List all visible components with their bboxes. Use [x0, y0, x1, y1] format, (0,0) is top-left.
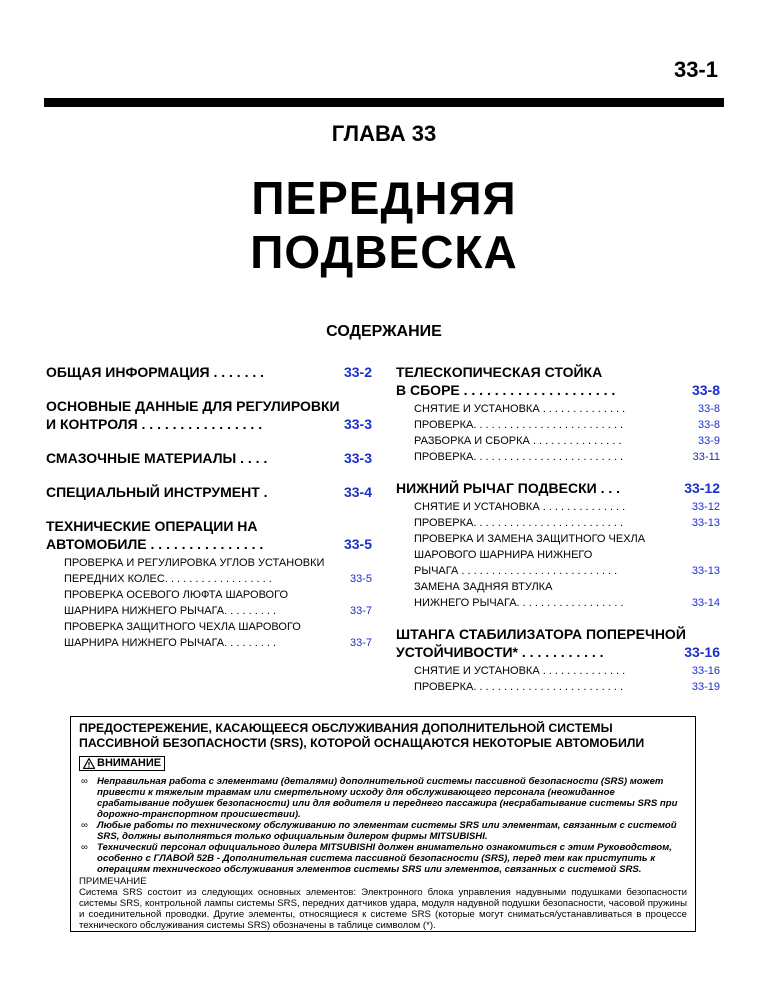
- toc-section-row: [46, 363, 372, 381]
- toc-left-column: [46, 363, 372, 651]
- toc-section-title-line: ОСНОВНЫЕ ДАННЫЕ ДЛЯ РЕГУЛИРОВКИ: [46, 398, 340, 414]
- warning-bullet: [79, 842, 687, 875]
- toc-subitem-label: ШАРНИРА НИЖНЕГО РЫЧАГА. . . . . . . . .: [64, 637, 277, 649]
- toc-page-link: 33-12: [691, 501, 720, 513]
- toc-subitem-row: [414, 679, 720, 695]
- toc-section: [396, 625, 720, 661]
- toc-subitems: [396, 401, 720, 465]
- toc-page-link: 33-19: [691, 681, 720, 693]
- toc-subitem-row: [64, 603, 372, 619]
- page-title-line2: ПОДВЕСКА: [250, 226, 518, 278]
- toc-subitem: [64, 587, 372, 619]
- toc-section: [396, 363, 720, 399]
- toc-subitem-label: РАЗБОРКА И СБОРКА . . . . . . . . . . . . . . .: [414, 435, 622, 447]
- chapter-label: ГЛАВА 33: [331, 121, 437, 146]
- toc-subitem-label: СНЯТИЕ И УСТАНОВКА . . . . . . . . . . . . . .: [414, 501, 626, 513]
- toc-subitem-row: [414, 595, 720, 611]
- toc-right-column: [396, 363, 720, 695]
- toc-page-link: 33-3: [343, 450, 372, 466]
- toc-section: [46, 517, 372, 553]
- toc-page-link: 33-5: [343, 536, 372, 552]
- toc-subitem-label: ПРОВЕРКА. . . . . . . . . . . . . . . . . . . . . . . . .: [414, 451, 624, 463]
- toc-subitem: [414, 449, 720, 465]
- warning-triangle-icon: [83, 758, 95, 769]
- caution-label: ВНИМАНИЕ: [97, 757, 162, 769]
- toc-section-title: ОБЩАЯ ИНФОРМАЦИЯ . . . . . . .: [46, 364, 265, 380]
- bullet-marker-icon: ∞: [81, 842, 88, 853]
- toc-page-link: 33-2: [343, 364, 372, 380]
- toc-subitem-line: ПРОВЕРКА ЗАЩИТНОГО ЧЕХЛА ШАРОВОГО: [64, 621, 301, 633]
- contents-heading: СОДЕРЖАНИЕ: [326, 323, 442, 340]
- toc-page-link: 33-16: [691, 665, 720, 677]
- bullet-marker-icon: ∞: [81, 776, 88, 787]
- warning-bullet: [79, 776, 687, 820]
- toc-subitem: [414, 531, 720, 579]
- toc-section-row: [46, 535, 372, 553]
- toc-subitem-line: ЗАМЕНА ЗАДНЯЯ ВТУЛКА: [414, 581, 553, 593]
- toc-subitem-row: [414, 417, 720, 433]
- toc-section-row: [396, 643, 720, 661]
- warning-bullet-text: Любые работы по техническому обслуживанию по элементам системы SRS или элементам, связанным с системой SRS, должны выполняться только официальным дилером фирмы MITSUBISHI.: [97, 820, 677, 842]
- toc-page-link: 33-8: [697, 419, 720, 431]
- toc-section-row: [396, 381, 720, 399]
- toc-subitem: [64, 619, 372, 651]
- page-title-line1: ПЕРЕДНЯЯ: [251, 172, 517, 224]
- toc-page-link: 33-11: [692, 451, 720, 463]
- toc-page-link: 33-3: [343, 416, 372, 432]
- toc-subitem-label: ПРОВЕРКА. . . . . . . . . . . . . . . . . . . . . . . . .: [414, 681, 624, 693]
- toc-page-link: 33-12: [684, 480, 720, 496]
- toc-subitem: [414, 499, 720, 515]
- toc-page-link: 33-8: [697, 403, 720, 415]
- toc-subitem-label: НИЖНЕГО РЫЧАГА. . . . . . . . . . . . . . . . . .: [414, 597, 624, 609]
- toc-subitems: [46, 555, 372, 651]
- toc-subitem-row: [414, 401, 720, 417]
- warning-title-line2: ПАССИВНОЙ БЕЗОПАСНОСТИ (SRS), КОТОРОЙ ОСНАЩАЮТСЯ НЕКОТОРЫЕ АВТОМОБИЛИ: [79, 736, 645, 750]
- toc-section: [396, 479, 720, 497]
- toc-section: [46, 363, 372, 381]
- toc-subitem-line: ПРОВЕРКА И ЗАМЕНА ЗАЩИТНОГО ЧЕХЛА: [414, 533, 646, 545]
- toc-subitem-row: [414, 563, 720, 579]
- toc-page-link: 33-13: [691, 565, 720, 577]
- toc-subitem-row: [64, 571, 372, 587]
- toc-page-link: 33-9: [697, 435, 720, 447]
- toc-subitem: [414, 417, 720, 433]
- caution-badge: [79, 756, 165, 771]
- toc-subitem: [414, 433, 720, 449]
- toc-subitems: [396, 499, 720, 611]
- toc-subitem-label: ПРОВЕРКА. . . . . . . . . . . . . . . . . . . . . . . . .: [414, 517, 624, 529]
- toc-section-title: В СБОРЕ . . . . . . . . . . . . . . . . . . . .: [396, 382, 616, 398]
- warning-bullet-text: Технический персонал официального дилера MITSUBISHI должен внимательно ознакомиться с этим Руководством, особенно с ГЛАВОЙ 52В - Дополнительная система пассивной безопасности (SRS), перед тем как приступить к операциям технического обслуживания элементов системы SRS или элементов, связанных с системой SRS.: [97, 842, 672, 875]
- toc-page-link: 33-5: [349, 573, 372, 585]
- toc-subitem-row: [414, 499, 720, 515]
- toc-subitem-row: [414, 663, 720, 679]
- toc-section: [46, 397, 372, 433]
- toc-subitem: [414, 663, 720, 679]
- toc-section-title: УСТОЙЧИВОСТИ* . . . . . . . . . . .: [396, 644, 604, 660]
- toc-subitem: [414, 679, 720, 695]
- toc-subitem-row: [414, 433, 720, 449]
- toc-section-title: И КОНТРОЛЯ . . . . . . . . . . . . . . . .: [46, 416, 263, 432]
- srs-warning-box: [70, 716, 696, 932]
- toc-subitem-label: СНЯТИЕ И УСТАНОВКА . . . . . . . . . . . . . .: [414, 403, 626, 415]
- toc-subitem-row: [414, 449, 720, 465]
- toc-subitem: [414, 579, 720, 611]
- toc-subitem: [414, 515, 720, 531]
- toc-subitem-line: ПРОВЕРКА ОСЕВОГО ЛЮФТА ШАРОВОГО: [64, 589, 289, 601]
- toc-section-title-line: ТЕХНИЧЕСКИЕ ОПЕРАЦИИ НА: [46, 518, 258, 534]
- toc-section-title: СПЕЦИАЛЬНЫЙ ИНСТРУМЕНТ .: [46, 484, 268, 500]
- toc-section: [46, 449, 372, 467]
- warning-bullet: [79, 820, 687, 842]
- toc-subitem-label: ПРОВЕРКА. . . . . . . . . . . . . . . . . . . . . . . . .: [414, 419, 624, 431]
- toc-subitem-label: РЫЧАГА . . . . . . . . . . . . . . . . . . . . . . . . . .: [414, 565, 618, 577]
- toc-section-title-line: ШТАНГА СТАБИЛИЗАТОРА ПОПЕРЕЧНОЙ: [396, 626, 686, 642]
- header-rule: [44, 98, 724, 107]
- toc-subitem-label: СНЯТИЕ И УСТАНОВКА . . . . . . . . . . . . . .: [414, 665, 626, 677]
- toc-subitem-row: [64, 635, 372, 651]
- toc-subitem: [414, 401, 720, 417]
- toc-section-title: АВТОМОБИЛЕ . . . . . . . . . . . . . . .: [46, 536, 264, 552]
- page-number: 33-1: [673, 57, 718, 82]
- warning-bullet-text: Неправильная работа с элементами (деталями) дополнительной системы пассивной безопасности (SRS) может привести к тяжелым травмам или смертельному исходу для обслуживающего персонала (неожиданное срабатывание подушек безопасности) или для водителя и переднего пассажира (несрабатывание системы SRS при дорожно-транспортном происшествии).: [97, 776, 678, 820]
- toc-section: [46, 483, 372, 501]
- toc-section-title: СМАЗОЧНЫЕ МАТЕРИАЛЫ . . . .: [46, 450, 268, 466]
- warning-title: [79, 721, 687, 751]
- note-label: ПРИМЕЧАНИЕ: [79, 876, 147, 887]
- toc-subitem-row: [414, 515, 720, 531]
- warning-bullets: [79, 776, 687, 875]
- toc-section-row: [46, 483, 372, 501]
- toc-subitem-label: ШАРНИРА НИЖНЕГО РЫЧАГА. . . . . . . . .: [64, 605, 277, 617]
- warning-title-line1: ПРЕДОСТЕРЕЖЕНИЕ, КАСАЮЩЕЕСЯ ОБСЛУЖИВАНИЯ ДОПОЛНИТЕЛЬНОЙ СИСТЕМЫ: [79, 721, 613, 735]
- toc-page-link: 33-4: [343, 484, 372, 500]
- toc-page-link: 33-16: [684, 644, 720, 660]
- toc-page-link: 33-14: [691, 597, 720, 609]
- toc-page-link: 33-13: [691, 517, 720, 529]
- toc-page-link: 33-7: [349, 605, 372, 617]
- toc-subitems: [396, 663, 720, 695]
- toc-subitem-label: ПЕРЕДНИХ КОЛЕС. . . . . . . . . . . . . . . . . .: [64, 573, 272, 585]
- bullet-marker-icon: ∞: [81, 820, 88, 831]
- toc-section-row: [396, 479, 720, 497]
- toc-subitem: [64, 555, 372, 587]
- toc-section-title: НИЖНИЙ РЫЧАГ ПОДВЕСКИ . . .: [396, 480, 621, 496]
- toc-page-link: 33-7: [349, 637, 372, 649]
- toc-subitem-line: ПРОВЕРКА И РЕГУЛИРОВКА УГЛОВ УСТАНОВКИ: [64, 557, 325, 569]
- toc-section-row: [46, 449, 372, 467]
- toc-section-row: [46, 415, 372, 433]
- toc-subitem-line: ШАРОВОГО ШАРНИРА НИЖНЕГО: [414, 549, 593, 561]
- toc-page-link: 33-8: [691, 382, 720, 398]
- toc-section-title-line: ТЕЛЕСКОПИЧЕСКАЯ СТОЙКА: [396, 364, 603, 380]
- note-text: Система SRS состоит из следующих основных элементов: Электронного блока управления надувными подушками безопасности системы SRS, контрольной лампы системы SRS, передних датчиков удара, модуля надувной подушки безопасности, часовой пружины и соединительной проводки. Другие элементы, относящиеся к системе SRS (которые могут сниматься/устанавливаться в процессе технического обслуживания системы SRS) обозначены в таблице символом (*).: [79, 887, 687, 931]
